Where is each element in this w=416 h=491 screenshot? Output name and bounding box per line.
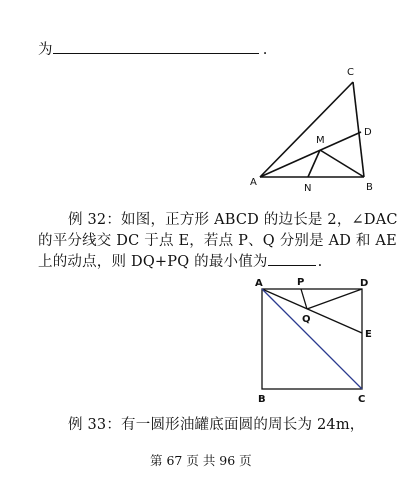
label-c2: C bbox=[358, 394, 366, 404]
segment-ae bbox=[262, 289, 362, 333]
example32-answer-blank bbox=[268, 251, 316, 266]
example32-line1: 例 32：如图，正方形 ABCD 的边长是 2，∠DAC bbox=[68, 212, 398, 228]
top-answer-line bbox=[38, 38, 268, 59]
example33-line1: 例 33：有一圆形油罐底面圆的周长为 24m， bbox=[68, 417, 365, 433]
top-answer-blank bbox=[53, 39, 259, 54]
top-prefix: 为 bbox=[38, 42, 53, 58]
label-d: D bbox=[364, 127, 372, 138]
label-m: M bbox=[316, 135, 325, 146]
example32-period: . bbox=[317, 254, 323, 270]
segment-qd bbox=[307, 289, 362, 309]
example32-line3 bbox=[38, 250, 322, 271]
label-b2: B bbox=[258, 394, 266, 404]
top-period: . bbox=[262, 42, 268, 58]
label-n: N bbox=[304, 183, 312, 194]
label-a: A bbox=[250, 177, 257, 188]
figure-triangle bbox=[240, 60, 390, 195]
page-footer: 第 67 页 共 96 页 bbox=[150, 453, 252, 468]
label-q: Q bbox=[302, 314, 311, 325]
label-e: E bbox=[365, 329, 372, 340]
diagonal-ac bbox=[262, 289, 362, 389]
label-a2: A bbox=[255, 278, 263, 289]
label-p: P bbox=[297, 277, 305, 288]
segment-mb bbox=[320, 150, 364, 177]
figure-square bbox=[250, 276, 386, 404]
label-c: C bbox=[347, 67, 354, 78]
example32-line2: 的平分线交 DC 于点 E，若点 P、Q 分别是 AD 和 AE bbox=[38, 233, 397, 249]
label-d2: D bbox=[360, 278, 369, 289]
segment-ac bbox=[260, 82, 353, 177]
label-b: B bbox=[366, 182, 373, 193]
segment-cb bbox=[353, 82, 364, 177]
example32-line3-prefix: 上的动点，则 DQ+PQ 的最小值为 bbox=[38, 254, 268, 270]
